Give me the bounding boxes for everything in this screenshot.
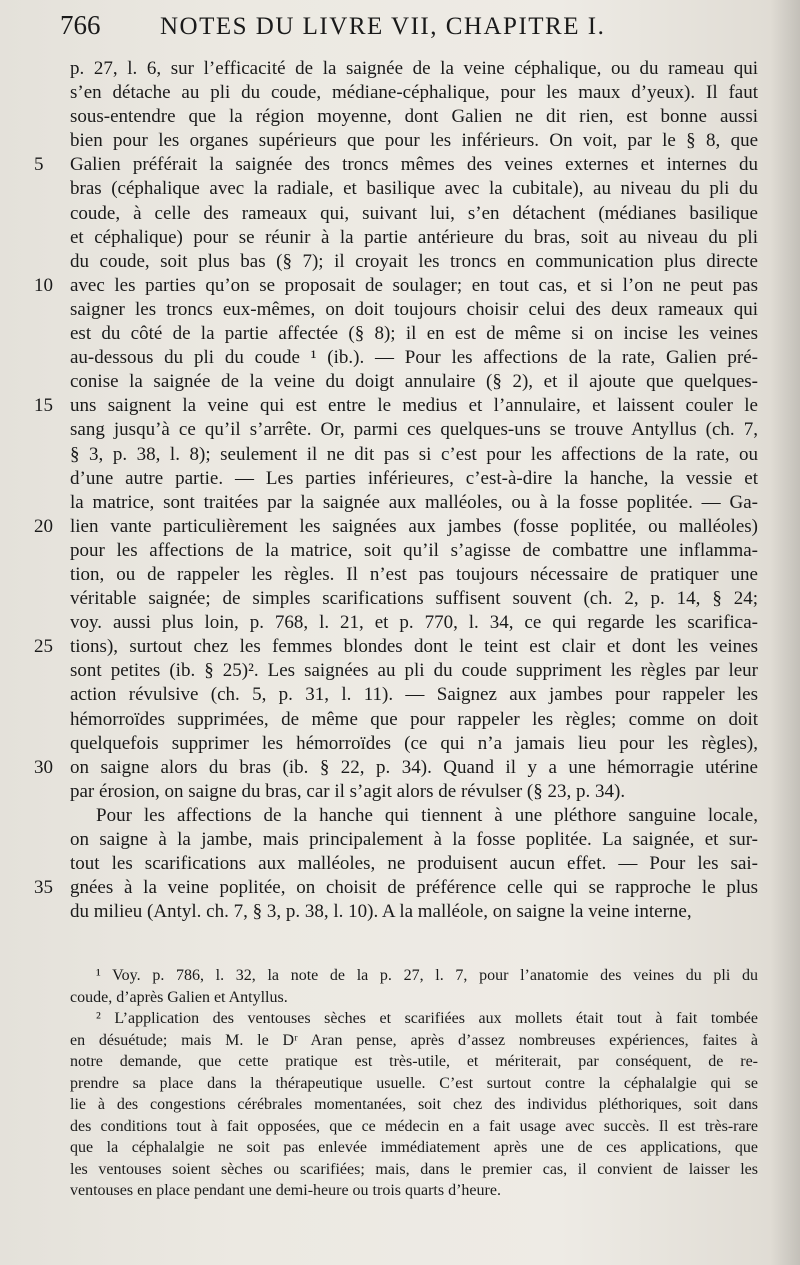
line-text: sous-entendre que la région moyenne, dont Galien ne dit rien, est bonne aussi: [70, 106, 758, 128]
line-text: tout les scarifications aux malléoles, ne produisent aucun effet. — Pour les sai-: [70, 853, 758, 875]
line-text: uns saignent la veine qui est entre le medius et l’annulaire, et laissent couler le: [70, 395, 758, 417]
line-text: est du côté de la partie affectée (§ 8); il en est de même si on incise les veines: [70, 323, 758, 345]
line-text: saigner les troncs eux-mêmes, on doit toujours choisir celui des deux rameaux qui: [70, 298, 758, 320]
text-line: [70, 804, 758, 828]
line-text: véritable saignée; de simples scarifications suffisent souvent (ch. 2, p. 14, § 24;: [70, 588, 758, 610]
line-text: et céphalique) pour se réunir à la partie antérieure du bras, soit au niveau du pli: [70, 226, 758, 248]
text-line: [70, 129, 758, 153]
line-text: sont petites (ib. § 25)². Les saignées au pli du coude suppriment les règles par leur: [70, 660, 758, 682]
text-line: [70, 659, 758, 683]
line-number: 15: [34, 395, 53, 417]
line-text: du milieu (Antyl. ch. 7, § 3, p. 38, l. 10). A la malléole, on saigne la veine interne,: [70, 901, 692, 923]
text-line: [70, 852, 758, 876]
line-text: d’une autre partie. — Les parties inférieures, c’est-à-dire la hanche, la vessie et: [70, 467, 758, 489]
text-line: [70, 587, 758, 611]
line-text: du coude, soit plus bas (§ 7); il croyait les troncs en communication plus directe: [70, 250, 758, 272]
text-line: [34, 394, 758, 418]
line-text: sang jusqu’à ce qu’il s’arrête. Or, parmi ces quelques-uns se trouve Antyllus (ch. 7,: [70, 419, 758, 441]
text-line: [70, 57, 758, 81]
line-text: tions), surtout chez les femmes blondes dont le teint est clair et dont les veines: [70, 636, 758, 658]
text-line: [70, 683, 758, 707]
line-number: 25: [34, 636, 53, 658]
running-head: NOTES DU LIVRE VII, CHAPITRE I.: [160, 13, 606, 40]
line-text: avec les parties qu’on se proposait de soulager; en tout cas, et si l’on ne peut pas: [70, 274, 758, 296]
line-text: on saigne alors du bras (ib. § 22, p. 34). Quand il y a une hémorragie utérine: [70, 756, 758, 778]
page-number: 766: [60, 10, 101, 40]
footnote-line: ventouses en place pendant une demi-heure ou trois quarts d’heure.: [70, 1182, 501, 1199]
text-line: [70, 105, 758, 129]
line-text: action révulsive (ch. 5, p. 31, l. 11). — Saignez aux jambes pour rappeler les: [70, 684, 758, 706]
line-number: 30: [34, 756, 53, 778]
text-line: [70, 81, 758, 105]
main-text: [34, 57, 758, 924]
text-line: [70, 900, 758, 924]
line-text: Pour les affections de la hanche qui tiennent à une pléthore sanguine locale,: [96, 804, 758, 826]
footnote-line: ² L’application des ventouses sèches et scarifiées aux mollets était tout à fait tombée: [96, 1010, 758, 1027]
text-line: [70, 370, 758, 394]
footnote-line: notre demande, que cette pratique est très-utile, et mériterait, par conséquent, de re-: [70, 1053, 758, 1070]
text-line: [70, 708, 758, 732]
line-text: quelquefois supprimer les hémorroïdes (ce qui n’a jamais lieu pour les règles),: [70, 732, 758, 754]
line-text: pour les affections de la matrice, soit qu’il s’agisse de combattre une inflamma-: [70, 539, 758, 561]
line-text: tion, ou de rappeler les règles. Il n’est pas toujours nécessaire de pratiquer une: [70, 563, 758, 585]
footnotes: [70, 965, 758, 1202]
footnote-line: coude, d’après Galien et Antyllus.: [70, 988, 288, 1006]
text-line: [34, 274, 758, 298]
text-line: [34, 876, 758, 900]
text-line: [34, 153, 758, 177]
line-text: bien pour les organes supérieurs que pour les inférieurs. On voit, par le § 8, que: [70, 130, 758, 152]
text-line: [34, 756, 758, 780]
text-line: [70, 828, 758, 852]
text-line: [70, 443, 758, 467]
line-text: gnées à la veine poplitée, on choisit de préférence celle qui se rapproche le plus: [70, 877, 758, 899]
line-text: § 3, p. 38, l. 8); seulement il ne dit pas si c’est pour les affections de la rate, ou: [70, 443, 758, 465]
text-line: [70, 780, 758, 804]
footnote-line: en désuétude; mais M. le Dʳ Aran pense, après d’assez nombreuses expériences, faites à: [70, 1031, 758, 1049]
text-line: [70, 177, 758, 201]
footnote-line: des conditions tout à fait opposées, que ce médecin en a fait usage avec succès. Il est très-rare: [70, 1117, 758, 1135]
line-number: 35: [34, 877, 53, 899]
line-text: la matrice, sont traitées par la saignée aux malléoles, ou à la fosse poplitée. — Ga-: [70, 491, 758, 513]
text-line: [34, 635, 758, 659]
line-number: 5: [34, 154, 44, 176]
page-header: [60, 10, 650, 41]
page-edge-shadow: [770, 0, 800, 1265]
footnote-line: ¹ Voy. p. 786, l. 32, la note de la p. 27, l. 7, pour l’anatomie des veines du pli du: [96, 967, 758, 984]
line-text: on saigne à la jambe, mais principalement à la fosse poplitée. La saignée, et sur-: [70, 829, 758, 850]
line-text: coude, à celle des rameaux qui, suivant lui, s’en détachent (médianes basilique: [70, 202, 758, 224]
text-line: [70, 226, 758, 250]
line-text: hémorroïdes supprimées, de même que pour rappeler les règles; comme on doit: [70, 708, 758, 730]
text-line: [70, 732, 758, 756]
line-text: conise la saignée de la veine du doigt annulaire (§ 2), et il ajoute que quelques-: [70, 371, 758, 393]
line-text: au-dessous du pli du coude ¹ (ib.). — Pour les affections de la rate, Galien pré-: [70, 347, 758, 369]
text-line: [70, 322, 758, 346]
line-text: voy. aussi plus loin, p. 768, l. 21, et p. 770, l. 34, ce qui regarde les scarifica-: [70, 612, 758, 634]
line-number: 10: [34, 274, 53, 296]
text-line: [70, 611, 758, 635]
line-text: bras (céphalique avec la radiale, et basilique avec la cubitale), au niveau du pli du: [70, 178, 758, 200]
text-line: [70, 202, 758, 226]
text-line: [70, 467, 758, 491]
line-text: p. 27, l. 6, sur l’efficacité de la saignée de la veine céphalique, ou du rameau qui: [70, 58, 758, 79]
text-line: [34, 515, 758, 539]
text-line: [70, 539, 758, 563]
line-text: lien vante particulièrement les saignées aux jambes (fosse poplitée, ou malléoles): [70, 515, 758, 537]
line-text: s’en détache au pli du coude, médiane-céphalique, pour les maux d’yeux). Il faut: [70, 82, 758, 104]
line-text: par érosion, on saigne du bras, car il s’agit alors de révulser (§ 23, p. 34).: [70, 780, 626, 802]
line-text: Galien préférait la saignée des troncs mêmes des veines externes et internes du: [70, 154, 758, 176]
line-number: 20: [34, 515, 53, 537]
footnote-line: que la céphalalgie ne soit pas enlevée immédiatement après une de ces applications, que: [70, 1139, 758, 1156]
footnote-line: lie à des congestions cérébrales momentanées, soit chez des individus pléthoriques, soit dans: [70, 1096, 758, 1113]
footnote-line: prendre sa place dans la thérapeutique usuelle. C’est surtout contre la céphalalgie qui se: [70, 1074, 758, 1092]
text-line: [70, 418, 758, 442]
text-line: [70, 250, 758, 274]
text-line: [70, 298, 758, 322]
text-line: [70, 563, 758, 587]
text-line: [70, 491, 758, 515]
footnote-line: les ventouses soient sèches ou scarifiées; mais, dans le premier cas, il convient de laisser les: [70, 1160, 758, 1178]
text-line: [70, 346, 758, 370]
